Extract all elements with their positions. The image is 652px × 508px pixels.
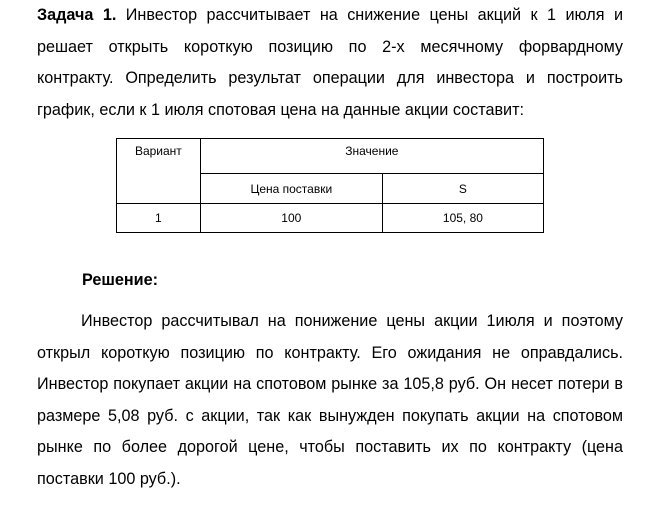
solution-heading: Решение:	[82, 271, 159, 289]
table-header-row	[117, 139, 544, 174]
variant-header-cell: Вариант	[117, 139, 201, 204]
table-row	[117, 204, 544, 233]
s-cell: 105, 80	[382, 204, 543, 233]
solution-paragraph: Инвестор рассчитывал на понижение цены акции 1июля и поэтому открыл короткую позицию по контракту. Его ожидания не оправдались. Инвестор покупает акции на спотовом рынке за 105,8 руб. Он несет потери в размере 5,08 руб. с акции, так как вынужден покупать акции на спотовом рынке по более дорогой цене, чтобы поставить их по контракту (цена поставки 100 руб.).	[37, 312, 623, 488]
price-header-cell: Цена поставки	[200, 174, 382, 204]
task-text: Инвестор рассчитывает на снижение цены акций к 1 июля и решает открыть короткую позицию по 2-х месячному форвардному контракту. Определить результат операции для инвестора и построить график, если к 1 июля спотовая цена на данные акции составит:	[37, 6, 623, 119]
price-cell: 100	[200, 204, 382, 233]
variant-cell: 1	[117, 204, 201, 233]
data-table	[116, 138, 544, 233]
task-paragraph	[37, 0, 623, 126]
task-label: Задача 1.	[37, 6, 117, 24]
value-header-cell: Значение	[200, 139, 543, 174]
s-header-cell: S	[382, 174, 543, 204]
